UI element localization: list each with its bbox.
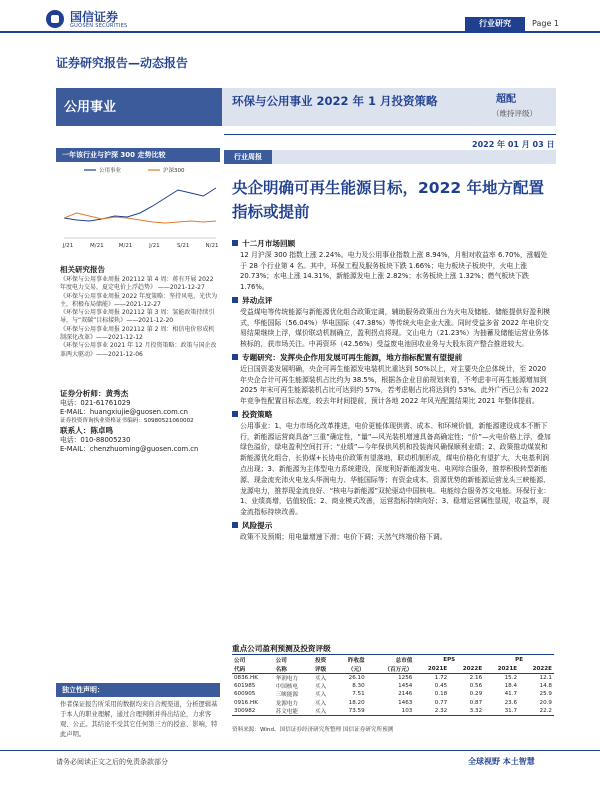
table-cell: 20.9: [539, 699, 552, 706]
related-list: [60, 276, 220, 359]
tag-bar: [224, 150, 556, 164]
related-item: 《环保与公用事业周报 202112 第 4 周：蒋有开展 2022 年度电力交易，夏定电价上浮趋势》 ——2021-12-27: [60, 276, 214, 292]
table-cell: 苏文电能: [274, 707, 313, 716]
series-line-0: [64, 188, 216, 221]
table-row: [232, 707, 554, 716]
analyst-info: [60, 389, 220, 454]
table-cell: 7.51: [352, 691, 365, 698]
section-text: 公用事业：1、电力市场化改革推进，电价更能体现供需、成本、和环境价值，新能源建设成本不断下行，新能源运营商具备“三重”确定性，“量”—风光装机增速具备高确定性；“价”—火电价格上浮，叠加绿色溢价，绿电盈利空间打开；“业绩”—今年保供风机和投装海风确保顺利业绩；2、政策推动煤炭和新能源优化组合，长协煤+长协电价政策有望落地，联动机制形成，煤电价格化有望扩大，大电基利润点出现；3、新能源为主体型电力系统建设，深度利好新能源发电、电网综合服务，推荐积极转型新能源、现金流充沛火电龙头华润电力、华能国际等；有资金成本、资源优势的新能源运营龙头三峡能源、龙源电力，推荐现金流良好、“核电与新能源”双轮驱动中国核电。电能综合服务苏文电能。环保行业：1、业绩高增，估值较低；2、商业模式改善，运营指标持续向好；3、稳增运营属性显现，收益率，现金流指标持续改善。: [240, 421, 551, 517]
table-cell: 0.56: [469, 683, 483, 690]
table-cell: 1454: [398, 683, 413, 690]
section-text: 近日国资委发展明确，央企可再生能源发电装机比重达到 50%以上，对主要央企总体统计，至 2020 年央企合计可再生能源装机占比约为 38.5%，根据各企业目前规划来看，不考虑非可再生能源增加到 2025 年末可再生能源装机占比可达到约 57%，若考虑剔占比将达到约 53%。此外广西已公布 2022 年竞争性配置目标态度，较去年时间提前，预计各地 2022 年风光配置结果比 2021 年整体提前。: [240, 364, 549, 406]
table-row: [232, 682, 554, 690]
table-cell: 15.2: [504, 675, 518, 682]
section-text: 政策不及预期；用电量增速下滑；电价下调；天然气终端价格下调。: [240, 532, 447, 541]
table-row: [232, 674, 554, 683]
section-heading: 风险提示: [232, 521, 554, 532]
table-header: 投资: [313, 655, 336, 665]
related-item: 《环保与公用事业周报 202112 第 2 周：相信电价形成机制深化改革》——2021-12-12: [60, 325, 215, 342]
bullet-icon: [232, 240, 238, 246]
table-row: [232, 690, 554, 698]
related-item: 《环保与公用事业 2021 年 12 月投资策略：政策与国企改革两大驱动》——2021-12-06: [60, 342, 217, 358]
section-text: 12 月沪深 300 指数上涨 2.24%。电力及公用事业指数上涨 8.94%，月相对收益率 6.70%，涨幅处于 28 个行业第 4 名。其中，环保工程及服务板块下跌 1.66%；电力板块子板块中，火电上涨 20.73%；水电上涨 14.31%，新能源发电上涨 2.82%；水务板块上涨 1.32%；燃气板块下跌 1.76%。: [240, 250, 548, 292]
table-header: 2021E: [484, 664, 519, 674]
table-cell: 买入: [314, 700, 327, 707]
table-header: 昨收盘: [336, 655, 367, 665]
bullet-icon: [232, 297, 238, 303]
table-cell: 0.29: [469, 691, 483, 698]
main-body: [232, 236, 554, 543]
table-cell: 华润电力: [275, 676, 298, 683]
related-item: 《环保与公用事业周报 2022 年度策略：坚持风电，光伏为主，积极布局储能》——2021-12-27: [60, 292, 218, 308]
table-header: 名称: [274, 664, 313, 674]
x-tick-label: S/21: [177, 243, 190, 249]
table-header: 评级: [313, 664, 336, 674]
analyst-email: E-MAIL：huangxiujie@guosen.com.cn: [60, 408, 188, 416]
table-cell: 买入: [314, 692, 327, 699]
header-divider: [0, 31, 600, 33]
bullet-icon: [232, 522, 238, 528]
table-header: 2021E: [414, 664, 449, 674]
table-cell: 中国核电: [275, 684, 298, 691]
analyst-cert: 证券投资咨询执业资格证书编码：S0980521060002: [60, 418, 194, 424]
table-header: 总市值: [367, 655, 415, 665]
table-header: EPS: [414, 655, 484, 665]
table-header: 代码: [232, 664, 274, 674]
section-heading: 十二月市场回顾: [232, 239, 554, 250]
table-cell: 龙源电力: [275, 700, 298, 707]
table-cell: 0.45: [434, 683, 448, 690]
x-tick-label: N/21: [205, 243, 219, 249]
table-cell: 3.32: [449, 707, 484, 716]
logo-text: 国信证券: [70, 10, 119, 24]
table-cell: 300982: [232, 707, 274, 716]
related-title: 相关研究报告: [60, 265, 105, 274]
table-header: （元）: [336, 664, 367, 674]
table-cell: 103: [367, 707, 415, 716]
table-cell: 601985: [234, 683, 256, 690]
table-cell: 2.16: [469, 675, 483, 682]
table-header: PE: [484, 655, 554, 665]
table-cell: 26.10: [348, 675, 365, 682]
table-cell: 0916.HK: [234, 699, 258, 706]
table-header: 公司: [274, 655, 313, 665]
rating-label: 超配: [496, 94, 516, 105]
x-tick-label: J/21: [62, 243, 74, 249]
table-cell: 买入: [313, 707, 336, 716]
table-cell: 25.9: [539, 691, 552, 698]
table-cell: 31.7: [484, 707, 519, 716]
trend-chart: [56, 162, 220, 256]
logo-icon: [46, 10, 64, 28]
x-tick-label: J/21: [149, 243, 160, 249]
industry-label: 公用事业: [64, 100, 117, 115]
table-header: （百万元）: [367, 664, 415, 674]
logo-text-en: GUOSEN SECURITIES: [70, 23, 128, 29]
forecast-table: [232, 654, 554, 716]
table-cell: 2146: [398, 691, 413, 698]
disclaimer-text: 作者保证报告所采用的数据均来自合规渠道，分析逻辑基于本人的职业理解，通过合理判断并得出结论，力求客观、公正。其结论不受其它任何第三方的授意、影响，特此声明。: [60, 701, 218, 738]
x-tick-label: M/21: [118, 243, 133, 249]
table-cell: 买入: [314, 684, 327, 691]
table-cell: 22.2: [519, 707, 554, 716]
bullet-icon: [232, 411, 238, 417]
table-cell: 12.1: [539, 675, 552, 682]
x-tick-label: M/21: [89, 243, 104, 249]
report-date: 2022 年 01 月 03 日: [472, 140, 555, 149]
disclaimer-header: 独立性声明：: [56, 683, 220, 697]
table-cell: 1256: [398, 675, 413, 682]
analyst-name: 证券分析师：黄秀杰: [60, 389, 129, 398]
section-heading: 异动点评: [232, 296, 554, 307]
analyst-phone: 电话：021-61761029: [60, 399, 131, 407]
table-cell: 8.30: [352, 683, 365, 690]
report-tag: 行业周报: [224, 150, 272, 164]
bullet-icon: [232, 354, 238, 360]
table-cell: 0.87: [469, 699, 483, 706]
rating-note: （维持评级）: [492, 109, 537, 118]
table-row: [232, 699, 554, 707]
footer-slogan: 全球视野 本土智慧: [468, 757, 535, 766]
contact-name: 联系人：陈卓鸣: [60, 426, 114, 435]
series-title: 证券研究报告—动态报告: [56, 56, 189, 70]
table-cell: 23.6: [504, 699, 518, 706]
table-source: 资料来源：Wind、国信证券经济研究所整理 国信证券研究所预测: [232, 727, 394, 733]
report-title: 环保与公用事业 2022 年 1 月投资策略: [232, 94, 438, 108]
report-type-box: 行业研究: [465, 17, 525, 31]
footer-divider: [0, 750, 600, 751]
table-header: 2022E: [449, 664, 484, 674]
table-title: 重点公司盈利预测及投资评级: [232, 644, 331, 653]
table-cell: 41.7: [504, 691, 518, 698]
table-cell: 0.77: [434, 699, 448, 706]
table-cell: 14.8: [539, 683, 552, 690]
date-divider: [224, 134, 556, 135]
section-heading: 投资策略: [232, 410, 554, 421]
table-cell: 1.72: [434, 675, 448, 682]
related-item: 《环保与公用事业周报 202112 第 3 周：氢能政策持续引导，与“双碳”目标接轨》——2021-12-20: [60, 309, 215, 325]
page-number: Page 1: [532, 19, 559, 28]
table-cell: 600905: [234, 691, 256, 698]
table-cell: 三峡能源: [275, 692, 298, 699]
table-cell: 73.59: [336, 707, 367, 716]
table-cell: 2.32: [414, 707, 449, 716]
footer-disclaimer: 请务必阅读正文之后的免责条款部分: [56, 758, 168, 766]
table-cell: 1463: [398, 699, 413, 706]
table-cell: 18.4: [504, 683, 518, 690]
table-header: 2022E: [519, 664, 554, 674]
table-cell: 0.18: [434, 691, 448, 698]
table-cell: 买入: [314, 676, 327, 683]
legend-label: 公用事业: [99, 168, 122, 174]
headline: 央企明确可再生能源目标，2022 年地方配置指标或提前: [232, 179, 545, 221]
contact-email: E-MAIL：chenzhuoming@guosen.com.cn: [60, 445, 199, 453]
section-text: 受益煤电等传统能源与新能源优化组合政策定调，辅助服务政策出台为火电及储能、储能提供好盈利模式，华能国际（56.04%）华电国际（47.38%）等传统火电企业大涨。同时受益多省 2022 年电价交易结果继续上浮，煤价联动机制确立，盈利拐点将现。文山电力（21.23%）为抽蓄及储能运营业务体核标的，获市场关注。中再资环（42.56%）受益废电池回收业务与大股东资产整合推进较大。: [240, 307, 551, 349]
legend-label: 沪深300: [163, 168, 185, 174]
section-heading: 专题研究：发挥央企作用发展可再生能源，地方指标配置有望提前: [232, 353, 554, 364]
series-line-1: [64, 213, 216, 223]
table-cell: 18.20: [348, 699, 365, 706]
table-cell: 0836.HK: [234, 675, 258, 682]
table-header: 公司: [232, 655, 274, 665]
contact-phone: 电话：010-88005230: [60, 436, 131, 444]
chart-header: 一年该行业与沪深 300 走势比较: [56, 148, 220, 162]
